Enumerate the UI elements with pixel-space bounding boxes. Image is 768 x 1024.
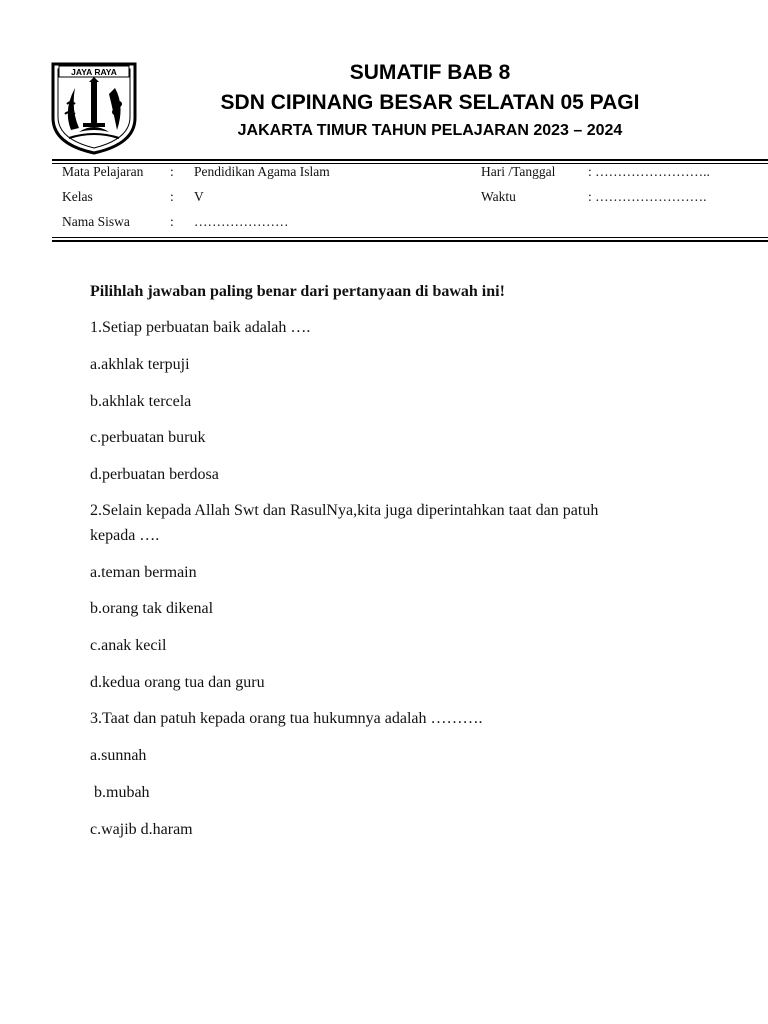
question-1: 1.Setiap perbuatan baik adalah ….: [90, 319, 311, 336]
question-2-line-1: 2.Selain kepada Allah Swt dan RasulNya,kita juga diperintahkan taat dan patuh: [90, 502, 599, 519]
question-1-option-b: b.akhlak tercela: [90, 393, 192, 410]
question-2-line-2: kepada ….: [90, 527, 160, 544]
student-name-separator: :: [170, 214, 174, 229]
question-3-options-c-d: c.wajib d.haram: [90, 821, 193, 838]
header-rule-top-thick: [52, 159, 768, 161]
header-rule-bottom-thick: [52, 240, 768, 242]
time-label: Waktu: [481, 189, 516, 204]
question-1-option-c: c.perbuatan buruk: [90, 429, 206, 446]
exam-title: SUMATIF BAB 8: [349, 61, 511, 84]
subject-value: Pendidikan Agama Islam: [194, 164, 330, 179]
class-value: V: [194, 189, 204, 204]
question-1-option-a: a.akhlak terpuji: [90, 356, 190, 373]
question-3-option-b: b.mubah: [90, 784, 150, 801]
header-rule-bottom-thin: [52, 237, 768, 238]
jakarta-emblem-logo: [49, 60, 139, 155]
question-2-option-a: a.teman bermain: [90, 564, 197, 581]
instruction: Pilihlah jawaban paling benar dari pertanyaan di bawah ini!: [90, 283, 505, 300]
time-value: : …………………….: [588, 189, 707, 204]
subject-separator: :: [170, 164, 174, 179]
student-name-value: …………………: [194, 214, 289, 229]
school-year: JAKARTA TIMUR TAHUN PELAJARAN 2023 – 2024: [237, 122, 623, 139]
question-3: 3.Taat dan patuh kepada orang tua hukumnya adalah ……….: [90, 710, 483, 727]
svg-text:JAYA RAYA: JAYA RAYA: [71, 67, 117, 77]
student-name-label: Nama Siswa: [62, 214, 130, 229]
day-label: Hari /Tanggal: [481, 164, 556, 179]
class-label: Kelas: [62, 189, 93, 204]
day-value: : ……………………..: [588, 164, 710, 179]
school-name: SDN CIPINANG BESAR SELATAN 05 PAGI: [220, 91, 640, 114]
question-2-option-d: d.kedua orang tua dan guru: [90, 674, 265, 691]
question-2-option-c: c.anak kecil: [90, 637, 167, 654]
question-3-option-a: a.sunnah: [90, 747, 147, 764]
question-2-option-b: b.orang tak dikenal: [90, 600, 214, 617]
question-1-option-d: d.perbuatan berdosa: [90, 466, 219, 483]
subject-label: Mata Pelajaran: [62, 164, 144, 179]
class-separator: :: [170, 189, 174, 204]
